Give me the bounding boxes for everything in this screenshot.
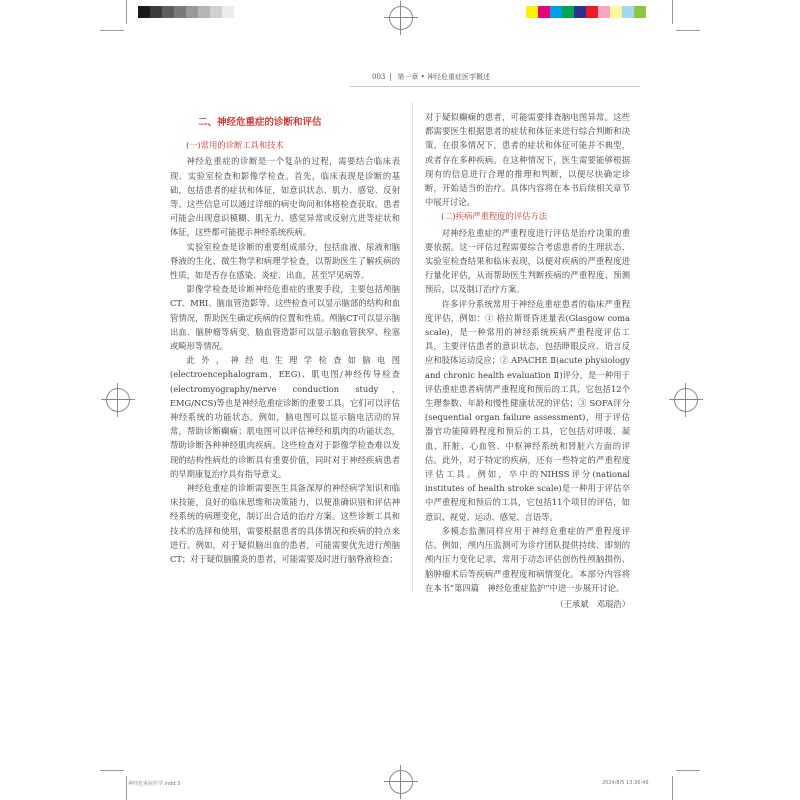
grayscale-calibration-bar [138, 6, 234, 18]
calibration-swatch [622, 6, 634, 18]
paragraph: 许多评分系统常用于神经危重症患者的临床严重程度评估，例如：① 格拉斯哥昏迷量表(Glasgow coma scale)，是一种常用的神经系统疾病严重程度评估工具，主要评估患者的意识状态，包括睁眼反应、语言反应和肢体运动反应；② APACHE Ⅱ(acute physiology and chronic health evaluation Ⅱ)评分，是一种用于评估重症患者病情严重程度和预后的工具，它包括12个生理参数、年龄和慢性健康状况的评估；③ SOFA评分(sequential organ failure assessment)，用于评估器官功能障碍程度和预后的工具，它包括对呼吸、凝血、肝脏、心血管、中枢神经系统和肾脏六方面的评估。此外，对于特定的疾病，还有一些特定的严重程度评估工具。例如，卒中的NIHSS评分(national institutes of health stroke scale)是一种用于评估卒中严重程度和预后的工具，它包括11个项目的评估，如意识、视觉、运动、感觉、言语等。 [425, 298, 630, 522]
calibration-swatch [610, 6, 622, 18]
calibration-swatch [574, 6, 586, 18]
running-header [372, 72, 490, 82]
registration-mark-bottom [389, 770, 413, 794]
calibration-swatch [634, 6, 646, 18]
left-column [170, 108, 400, 566]
paragraph: 对神经危重症的严重程度进行评估是治疗决策的重要依据。这一评估过程需要综合考虑患者的生理状态、实验室检查结果和临床表现，以便对疾病的严重程度进行量化评估，从而帮助医生判断疾病的严重程度、预测预后，以及制订治疗方案。 [425, 227, 630, 295]
author-credit: （王承斌 邓琨浩） [555, 598, 630, 609]
paragraph-continuation: 对于疑似癫痫的患者，可能需要排查脑电图异常。这些都需要医生根据患者的症状和体征来进行综合判断和决策。在很多情况下，患者的症状和体征可能并不典型，或者存在多种疾病。在这种情况下，医生需要能够根据现有的信息进行合理的推理和判断，以便尽快确定诊断，开始适当的治疗。具体内容将在本书后续相关章节中展开讨论。 [425, 112, 630, 208]
crop-mark [676, 30, 700, 31]
crop-mark [672, 0, 673, 24]
calibration-swatch [526, 6, 538, 18]
calibration-swatch [162, 6, 174, 18]
column-divider [412, 102, 413, 592]
paragraph: 神经危重症的诊断是一个复杂的过程，需要结合临床表现、实验室检查和影像学检查。首先，临床表现是诊断的基础，包括患者的症状和体征，如意识状态、肌力、感觉、反射等。这些信息可以通过详细的病史询问和体格检查获取。患者可能会出现意识模糊、肌无力、感觉异常或反射亢进等症状和体征，这些都可能提示神经系统疾病。 [170, 156, 400, 238]
calibration-swatch [138, 6, 150, 18]
calibration-swatch [186, 6, 198, 18]
paragraph: 影像学检查是诊断神经危重症的重要手段，主要包括颅脑CT、MRI、脑血管造影等。这些检查可以显示脑部的结构和血管情况，帮助医生确定疾病的位置和性质。颅脑CT可以显示脑出血、脑肿瘤等病变，脑血管造影可以显示脑血管狭窄、栓塞或畸形等情况。 [170, 284, 400, 352]
header-rule [350, 86, 640, 87]
page-number: 003 [372, 73, 391, 81]
color-calibration-bar [526, 6, 646, 18]
crop-mark [672, 776, 673, 800]
calibration-swatch [538, 6, 550, 18]
calibration-swatch [150, 6, 162, 18]
calibration-swatch [562, 6, 574, 18]
footer-filename: 神经危重症医学.indd 3 [128, 781, 181, 787]
chapter-title: 第一章 • 神经危重症医学概述 [397, 73, 490, 81]
calibration-swatch [586, 6, 598, 18]
section-title: 二、神经危重症的诊断和评估 [198, 117, 322, 128]
subsection-title-tools: (一)常用的诊断工具和技术 [186, 140, 284, 151]
calibration-swatch [210, 6, 222, 18]
calibration-swatch [222, 6, 234, 18]
crop-mark [676, 770, 700, 771]
calibration-swatch [550, 6, 562, 18]
right-column [425, 110, 630, 611]
crop-mark [100, 30, 124, 31]
crop-mark [126, 776, 127, 800]
subsection-title-severity: (二)疾病严重程度的评估方法 [441, 211, 548, 222]
calibration-swatch [598, 6, 610, 18]
registration-mark-left [106, 388, 130, 412]
paragraph: 多模态监测同样应用于神经危重症的严重程度评估。例如，颅内压监测可为诊疗团队提供持续、即刻的颅内压力变化记录，常用于动态评估创伤性颅脑损伤、脑肿瘤术后等疾病严重程度和病情变化。本部分内容将在本书“第四篇 神经危重症监护”中进一步展开讨论。 [425, 525, 630, 593]
crop-mark [126, 0, 127, 24]
registration-mark-top [389, 6, 413, 30]
paragraph: 神经危重症的诊断需要医生具备深厚的神经病学知识和临床技能，良好的临床思维和决策能力，以便准确识别和评估神经系统的病理变化，制订出合适的治疗方案。这些诊断工具和技术的选择和使用，需要根据患者的具体情况和疾病的特点来进行。例如，对于疑似脑出血的患者，可能需要优先进行颅脑CT；对于疑似脑膜炎的患者，可能需要及时进行脑脊液检查； [170, 483, 400, 565]
crop-mark [100, 770, 124, 771]
registration-mark-right [674, 388, 698, 412]
footer-timestamp: 2024/8/5 13:36:49 [602, 780, 649, 786]
calibration-swatch [198, 6, 210, 18]
calibration-swatch [174, 6, 186, 18]
paragraph: 实验室检查是诊断的重要组成部分，包括血液、尿液和脑脊液的生化、微生物学和病理学检查，以帮助医生了解疾病的性质，如是否存在感染、炎症、出血，甚至罕见病等。 [170, 241, 400, 281]
paragraph: 此外，神经电生理学检查如脑电图(electroencephalogram，EEG)、肌电图/神经传导检查(electromyography/nerve conduction study，EMG/NCS)等也是神经危重症诊断的重要工具，它们可以评估神经系统的功能状态。例如，脑电图可以显示脑电活动的异常，帮助诊断癫痫；肌电图可以评估神经和肌肉的功能状态，帮助诊断各种神经肌肉疾病。这些检查对于影像学检查难以发现的结构性病灶的诊断具有重要价值，同时对于神经疾病患者的早期康复治疗具有指导意义。 [170, 355, 400, 479]
